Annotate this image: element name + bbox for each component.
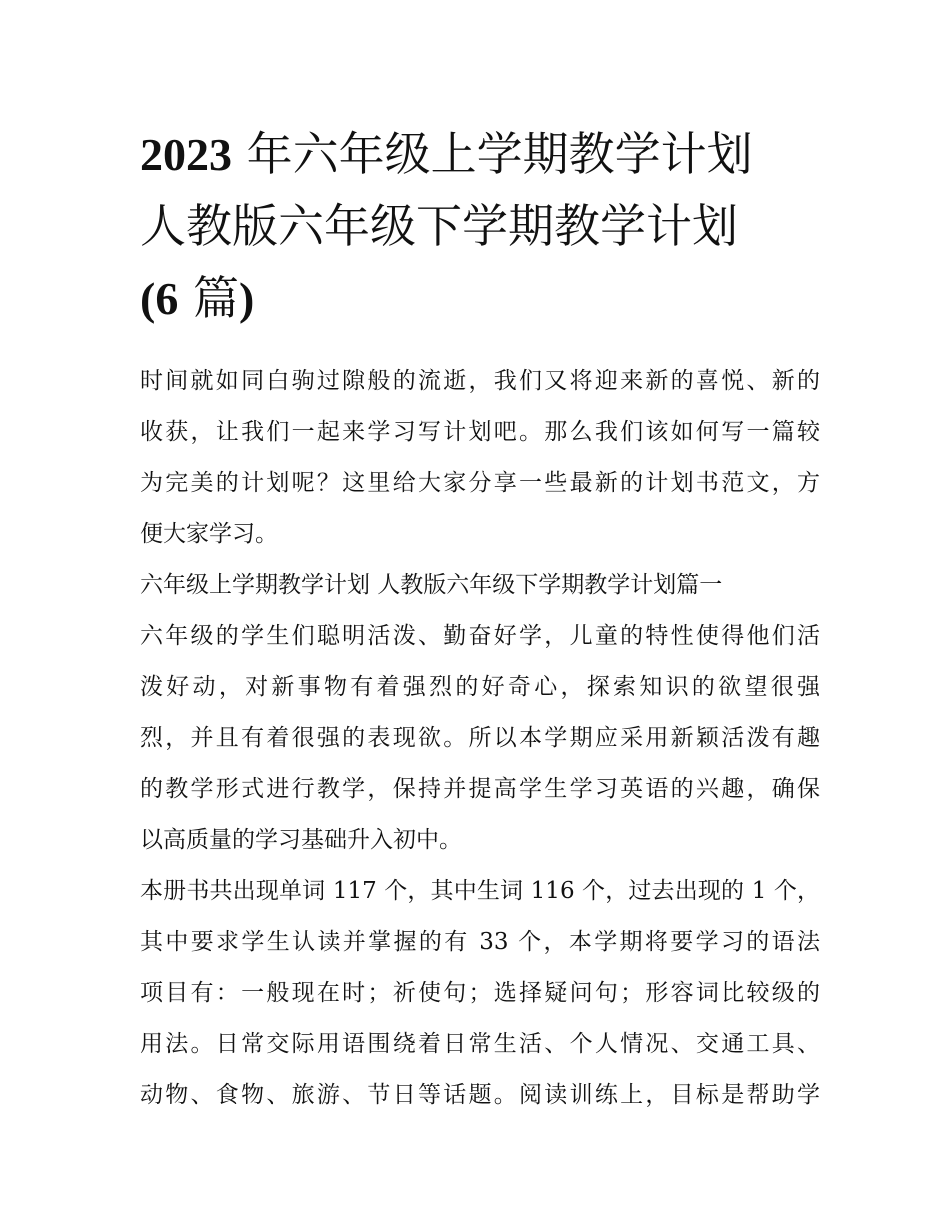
paragraph-line: 烈，并且有着很强的表现欲。所以本学期应采用新颖活泼有趣 — [140, 725, 820, 751]
title-year: 2023 — [140, 129, 232, 180]
document-title — [140, 118, 820, 334]
paragraph-line: 泼好动，对新事物有着强烈的好奇心，探索知识的欲望很强 — [140, 674, 820, 700]
document-page — [140, 0, 820, 1229]
paragraph-line: 的教学形式进行教学，保持并提高学生学习英语的兴趣，确保 — [140, 776, 820, 802]
paragraph-line: 用法。日常交际用语围绕着日常生活、个人情况、交通工具、 — [140, 1031, 820, 1057]
title-line-1 — [140, 118, 820, 190]
section-heading-text: 六年级上学期教学计划 人教版六年级下学期教学计划篇一 — [140, 572, 723, 598]
paragraph-line: 动物、食物、旅游、节日等话题。阅读训练上，目标是帮助学 — [140, 1082, 820, 1108]
title-line-1-text: 年六年级上学期教学计划 — [232, 127, 753, 181]
title-count-text: 篇 — [178, 271, 239, 325]
paragraph-line: 便大家学习。 — [140, 521, 278, 547]
paragraph-intro — [140, 356, 820, 560]
title-line-3 — [140, 262, 820, 334]
paragraph-line: 收获，让我们一起来学习写计划吧。那么我们该如何写一篇较 — [140, 419, 820, 445]
paragraph-line: 时间就如同白驹过隙般的流逝，我们又将迎来新的喜悦、新的 — [140, 368, 820, 394]
title-count-close: ) — [238, 273, 255, 324]
title-count-open: (6 — [140, 273, 179, 324]
paragraph-line: 六年级的学生们聪明活泼、勤奋好学，儿童的特性使得他们活 — [140, 623, 820, 649]
section-heading — [140, 560, 820, 611]
paragraph-students — [140, 611, 820, 866]
paragraph-textbook — [140, 866, 820, 1121]
title-line-2: 人教版六年级下学期教学计划 — [140, 199, 738, 253]
paragraph-line: 以高质量的学习基础升入初中。 — [140, 827, 462, 853]
paragraph-line: 本册书共出现单词 117 个，其中生词 116 个，过去出现的 1 个， — [140, 878, 820, 904]
document-body — [140, 356, 820, 1121]
paragraph-line: 项目有：一般现在时；祈使句；选择疑问句；形容词比较级的 — [140, 980, 820, 1006]
paragraph-line: 其中要求学生认读并掌握的有 33 个，本学期将要学习的语法 — [140, 929, 820, 955]
paragraph-line: 为完美的计划呢？这里给大家分享一些最新的计划书范文，方 — [140, 470, 820, 496]
